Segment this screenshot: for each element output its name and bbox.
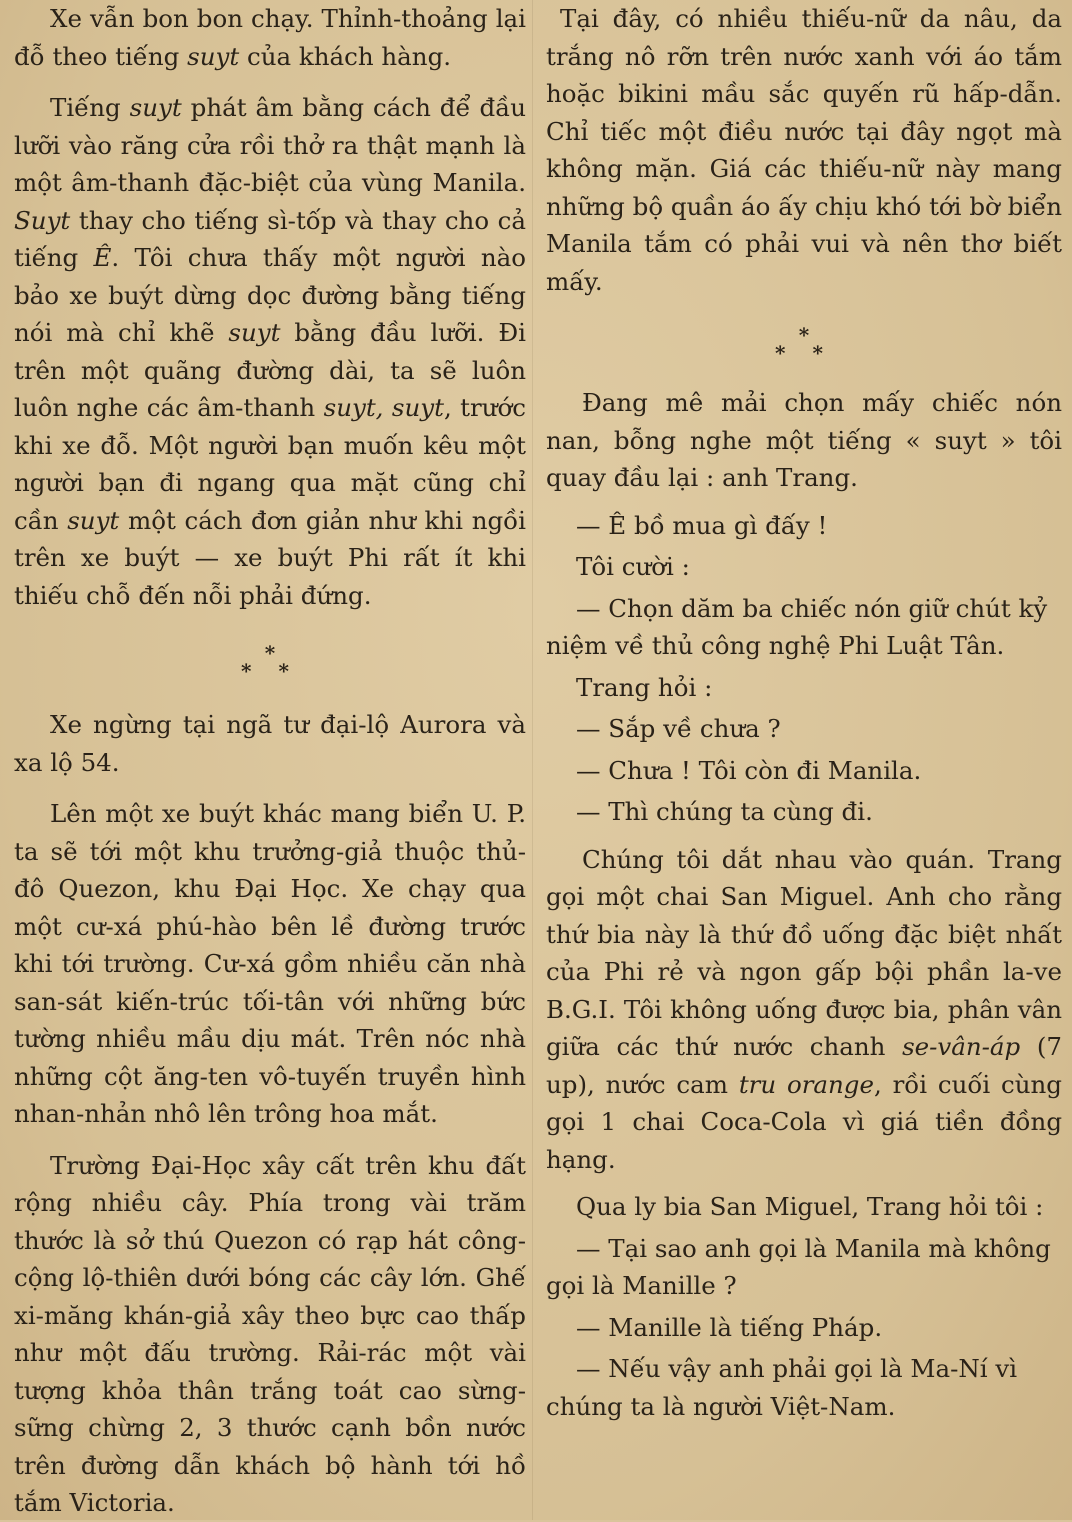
dialogue-line: — Thì chúng ta cùng đi. <box>576 797 873 826</box>
text-run: Tiếng <box>50 93 121 122</box>
text-run: bằng đầu lưỡi. Đi trên một quãng đường dài, ta sẽ luôn luôn nghe các âm-thanh <box>14 318 526 422</box>
paragraph-swimming-pool: Tại đây, có nhiều thiếu-nữ da nâu, da trắng nô rỡn trên nước xanh với áo tắm hoặc bikini mầu sắc quyến rũ hấp-dẫn. Chỉ tiếc một điều nước tại đây ngọt mà không mặn. Giá các thiếu-nữ này mang những bộ quần áo ấy chịu khó tới bờ biển Manila tắm có phải vui và nên thơ biết mấy. <box>546 4 1062 296</box>
right-column <box>546 0 1062 1520</box>
text-run: . Tôi chưa thấy một người nào bảo xe buýt dừng dọc đường bằng tiếng nói mà chỉ khẽ <box>14 243 526 347</box>
paragraph-san-miguel <box>546 841 1062 1179</box>
dialogue-line: — Ê bồ mua gì đấy ! <box>576 510 828 540</box>
left-column <box>14 0 526 1520</box>
italic-term: suyt, suyt <box>323 393 444 422</box>
text-run: của khách hàng. <box>246 41 452 71</box>
divider-stars: * * <box>775 341 833 365</box>
divider-stars: * * <box>241 659 299 683</box>
italic-term: suyt <box>129 93 182 122</box>
dialogue-line: — Sắp về chưa ? <box>576 714 781 743</box>
text-run: phát âm bằng cách để đầu lưỡi vào răng cửa rồi thở ra thật mạnh là một âm-thanh đặc-biệt của vùng Manila. <box>14 93 526 197</box>
text-run: , trước khi xe đỗ. Một người bạn muốn kêu một người bạn đi ngang qua mặt cũng chỉ cần <box>14 393 526 535</box>
text-run: Chúng tôi dắt nhau vào quán. Trang gọi một chai San Miguel. Anh cho rằng thứ bia này là thứ đồ uống đặc biệt nhất của Phi rẻ và ngon gấp bội phần la-ve B.G.I. Tôi không uống được bia, phân vân giữa các thứ nước chanh <box>546 844 1062 1061</box>
italic-term: se-vân-áp <box>902 1032 1021 1061</box>
paragraph-university-district: Lên một xe buýt khác mang biển U. P. ta sẽ tới một khu trưởng-giả thuộc thủ-đô Quezon, khu Đại Học. Xe chạy qua một cư-xá phú-hào bên lề đường trước khi tới trường. Cư-xá gồm nhiều căn nhà san-sát kiến-trúc tối-tân với những bức tường nhiều mầu dịu mát. Trên nóc nhà những cột ăng-ten vô-tuyến truyền hình nhan-nhản nhô lên trông hoa mắt. <box>14 799 526 1128</box>
italic-term: Suyt <box>14 205 71 235</box>
text-run: một cách đơn giản như khi ngồi trên xe buýt — xe buýt Phi rất ít khi thiếu chỗ đến nỗi phải đứng. <box>14 505 526 610</box>
section-divider <box>14 641 526 683</box>
paragraph-meeting-trang: Đang mê mải chọn mấy chiếc nón nan, bỗng nghe một tiếng « suyt » tôi quay đầu lại : anh Trang. <box>546 388 1062 492</box>
paragraph-bus-stop <box>14 0 526 75</box>
dialogue-line: Trang hỏi : <box>576 672 713 702</box>
divider-star: * <box>264 641 276 665</box>
dialogue-line: — Chọn dăm ba chiếc nón giữ chút kỷ niệm về thủ công nghệ Phi Luật Tân. <box>546 593 1048 660</box>
dialogue-line: — Manille là tiếng Pháp. <box>576 1312 883 1342</box>
paragraph-suyt-sound <box>14 89 526 614</box>
italic-term: suyt <box>187 41 240 71</box>
paragraph-aurora: Xe ngừng tại ngã tư đại-lộ Aurora và xa lộ 54. <box>14 710 526 777</box>
italic-term: Ê <box>93 243 112 272</box>
dialogue-line: — Tại sao anh gọi là Manila mà không gọi là Manille ? <box>546 1233 1051 1300</box>
divider-star: * <box>798 323 810 347</box>
italic-term: suyt <box>67 505 120 535</box>
italic-term: suyt <box>228 318 281 347</box>
paragraph-university-grounds: Trường Đại-Học xây cất trên khu đất rộng nhiều cây. Phía trong vài trăm thước là sở thú Quezon có rạp hát công-cộng lộ-thiên dưới bóng các cây lớn. Ghế xi-măng khán-giả xây theo bực cao thấp như một đấu trường. Rải-rác một vài tượng khỏa thân trắng toát cao sừng-sững chừng 2, 3 thước cạnh bồn nước trên đường dẫn khách bộ hành tới hồ tắm Victoria. <box>14 1150 526 1517</box>
text-run: (7 up), nước cam <box>546 1032 1062 1099</box>
column-gutter <box>532 0 533 1520</box>
dialogue-line: Qua ly bia San Miguel, Trang hỏi tôi : <box>576 1192 1044 1221</box>
dialogue-line: — Nếu vậy anh phải gọi là Ma-Ní vì chúng ta là người Việt-Nam. <box>546 1354 1018 1421</box>
text-run: , rồi cuối cùng gọi 1 chai Coca-Cola vì giá tiền đồng hạng. <box>546 1069 1062 1174</box>
section-divider <box>546 323 1062 365</box>
dialogue-line: Tôi cười : <box>576 552 690 581</box>
italic-term: tru orange <box>738 1069 874 1099</box>
text-run: Xe vẫn bon bon chạy. Thỉnh-thoảng lại đỗ theo tiếng <box>14 4 526 71</box>
dialogue-line: — Chưa ! Tôi còn đi Manila. <box>576 755 922 785</box>
text-run: thay cho tiếng sì-tốp và thay cho cả tiếng <box>14 205 527 272</box>
